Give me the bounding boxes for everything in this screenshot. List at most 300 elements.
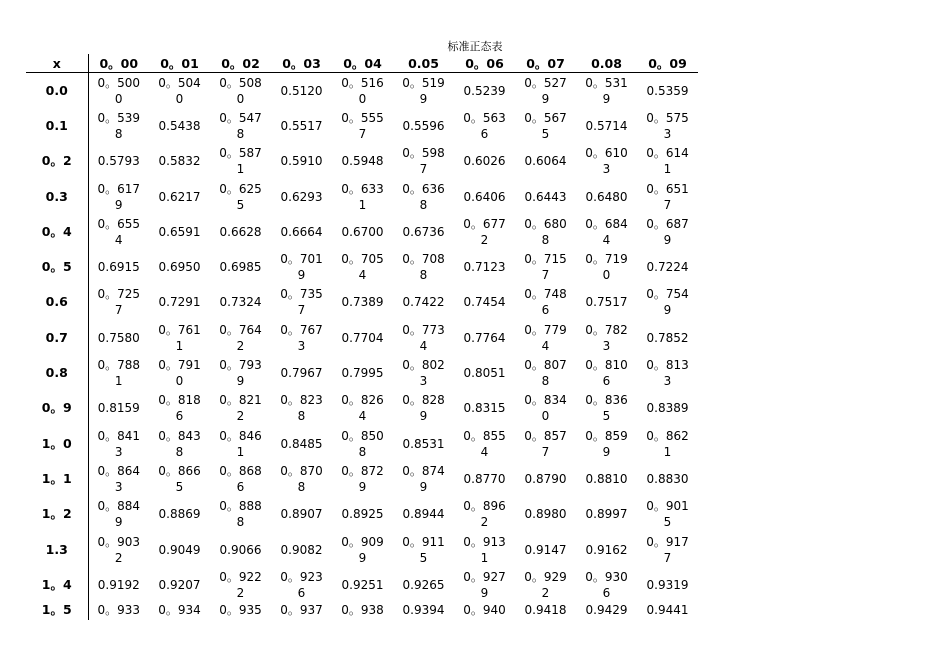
table-cell <box>454 179 515 214</box>
table-cell <box>149 285 210 320</box>
table-cell <box>271 285 332 320</box>
table-row <box>26 108 698 143</box>
table-cell <box>332 391 393 426</box>
cell-value: 0.5120 <box>280 83 323 98</box>
cell-value: 0。940 <box>463 603 506 618</box>
table-cell <box>210 108 271 143</box>
table-row <box>26 285 698 320</box>
cell-value: 0。5319 <box>585 75 628 106</box>
table-cell <box>271 426 332 461</box>
row-header-x: 0。9 <box>26 391 88 426</box>
table-cell <box>637 108 698 143</box>
table-cell <box>515 532 576 567</box>
cell-value: 0。8413 <box>97 428 141 459</box>
cell-value: 0。6844 <box>585 216 628 247</box>
cell-value: 0.6736 <box>402 224 445 239</box>
cell-value: 0.9082 <box>280 542 323 557</box>
table-cell <box>271 249 332 284</box>
row-header-x: 1.3 <box>26 532 88 567</box>
table-cell <box>88 567 149 602</box>
column-header-x: x <box>26 54 88 73</box>
cell-value: 0.9147 <box>524 542 567 557</box>
table-cell <box>576 461 637 496</box>
row-header-x: 0.0 <box>26 73 88 109</box>
table-cell <box>515 320 576 355</box>
table-cell <box>515 567 576 602</box>
cell-value: 0.7580 <box>97 330 140 345</box>
table-cell <box>454 532 515 567</box>
table-cell <box>637 461 698 496</box>
table-cell <box>393 108 454 143</box>
cell-value: 0。9099 <box>341 534 384 565</box>
table-cell <box>454 426 515 461</box>
table-cell <box>149 214 210 249</box>
table-cell <box>576 391 637 426</box>
cell-value: 0.7224 <box>646 260 689 275</box>
table-cell <box>454 214 515 249</box>
cell-value: 0。8554 <box>463 428 506 459</box>
cell-value: 0.5517 <box>280 118 323 133</box>
cell-value: 0。5040 <box>158 75 201 106</box>
column-header: 0.05 <box>393 54 454 73</box>
cell-value: 0。8962 <box>463 499 506 530</box>
table-cell <box>88 320 149 355</box>
table-cell <box>88 355 149 390</box>
table-cell <box>454 144 515 179</box>
cell-value: 0.8907 <box>280 507 323 522</box>
table-cell <box>637 285 698 320</box>
cell-value: 0.6443 <box>524 189 567 204</box>
cell-value: 0.5714 <box>585 118 628 133</box>
table-cell <box>88 391 149 426</box>
cell-value: 0.9394 <box>402 603 445 618</box>
cell-value: 0。7611 <box>158 322 201 353</box>
table-cell <box>149 497 210 532</box>
table-cell <box>88 285 149 320</box>
table-cell <box>332 285 393 320</box>
table-cell <box>88 532 149 567</box>
table-cell <box>515 108 576 143</box>
table-cell <box>88 179 149 214</box>
cell-value: 0。7673 <box>280 322 323 353</box>
table-cell <box>88 461 149 496</box>
cell-value: 0。5080 <box>219 75 262 106</box>
table-cell <box>576 497 637 532</box>
cell-value: 0。8686 <box>219 463 262 494</box>
cell-value: 0.7704 <box>341 330 384 345</box>
table-cell <box>88 73 149 109</box>
row-header-x: 0。5 <box>26 249 88 284</box>
cell-value: 0.9441 <box>646 603 689 618</box>
cell-value: 0。7486 <box>524 287 567 318</box>
cell-value: 0.8159 <box>97 401 140 416</box>
table-cell <box>88 214 149 249</box>
cell-value: 0.8810 <box>585 471 628 486</box>
cell-value: 0。8078 <box>524 358 567 389</box>
cell-value: 0.9418 <box>524 603 567 618</box>
cell-value: 0.5948 <box>341 154 384 169</box>
cell-value: 0。7642 <box>219 322 262 353</box>
table-cell <box>88 108 149 143</box>
cell-value: 0。5199 <box>402 75 445 106</box>
table-cell <box>393 497 454 532</box>
table-cell <box>637 532 698 567</box>
table-cell <box>271 73 332 109</box>
cell-value: 0.7764 <box>463 330 506 345</box>
cell-value: 0。8729 <box>341 463 384 494</box>
cell-value: 0。8621 <box>646 428 689 459</box>
table-cell <box>332 426 393 461</box>
row-header-x: 1。1 <box>26 461 88 496</box>
table-cell <box>454 497 515 532</box>
table-cell <box>332 214 393 249</box>
cell-value: 0。7054 <box>341 252 384 283</box>
cell-value: 0.8944 <box>402 507 445 522</box>
table-cell <box>454 355 515 390</box>
cell-value: 0。7019 <box>280 252 323 283</box>
cell-value: 0.8997 <box>585 507 628 522</box>
row-header-x: 0.6 <box>26 285 88 320</box>
table-row <box>26 532 698 567</box>
cell-value: 0。9115 <box>402 534 445 565</box>
cell-value: 0。5478 <box>219 110 262 141</box>
row-header-x: 0.8 <box>26 355 88 390</box>
table-cell <box>454 602 515 620</box>
cell-value: 0.8389 <box>646 401 689 416</box>
cell-value: 0。8133 <box>646 358 689 389</box>
cell-value: 0。935 <box>219 603 262 618</box>
cell-value: 0。8186 <box>158 393 201 424</box>
table-row <box>26 355 698 390</box>
row-header-x: 0。4 <box>26 214 88 249</box>
cell-value: 0.7123 <box>463 260 506 275</box>
table-cell <box>637 73 698 109</box>
row-header-x: 1。5 <box>26 602 88 620</box>
table-cell <box>454 108 515 143</box>
table-cell <box>515 426 576 461</box>
cell-value: 0。6179 <box>97 181 141 212</box>
cell-value: 0。6141 <box>646 146 689 177</box>
table-cell <box>210 320 271 355</box>
table-cell <box>576 567 637 602</box>
cell-value: 0。5636 <box>463 110 506 141</box>
cell-value: 0。9015 <box>646 499 689 530</box>
cell-value: 0。8365 <box>585 393 628 424</box>
table-cell <box>454 285 515 320</box>
table-cell <box>332 144 393 179</box>
table-row <box>26 214 698 249</box>
column-header: 0。07 <box>515 54 576 73</box>
column-header: 0。01 <box>149 54 210 73</box>
table-cell <box>393 285 454 320</box>
cell-value: 0。7088 <box>402 252 445 283</box>
cell-value: 0。8438 <box>158 428 201 459</box>
table-cell <box>332 602 393 620</box>
cell-value: 0。7357 <box>280 287 323 318</box>
cell-value: 0.5793 <box>97 154 140 169</box>
cell-value: 0.8770 <box>463 471 506 486</box>
table-cell <box>332 355 393 390</box>
table-cell <box>576 144 637 179</box>
cell-value: 0。8023 <box>402 358 445 389</box>
cell-value: 0.6217 <box>158 189 201 204</box>
table-cell <box>454 320 515 355</box>
table-cell <box>515 391 576 426</box>
table-cell <box>393 532 454 567</box>
cell-value: 0。5675 <box>524 110 567 141</box>
table-cell <box>271 532 332 567</box>
cell-value: 0.8485 <box>280 436 323 451</box>
cell-value: 0。8264 <box>341 393 384 424</box>
cell-value: 0.6664 <box>280 224 323 239</box>
cell-value: 0。8238 <box>280 393 323 424</box>
cell-value: 0.7291 <box>158 295 201 310</box>
cell-value: 0.7967 <box>280 366 323 381</box>
table-cell <box>332 532 393 567</box>
cell-value: 0.8315 <box>463 401 506 416</box>
cell-value: 0。7734 <box>402 322 445 353</box>
table-cell <box>393 355 454 390</box>
table-cell <box>210 355 271 390</box>
cell-value: 0。5871 <box>219 146 262 177</box>
table-row <box>26 73 698 109</box>
table-cell <box>271 214 332 249</box>
table-cell <box>88 144 149 179</box>
cell-value: 0.6480 <box>585 189 628 204</box>
cell-value: 0。8599 <box>585 428 628 459</box>
table-row <box>26 391 698 426</box>
table-cell <box>576 285 637 320</box>
table-cell <box>576 179 637 214</box>
cell-value: 0。8849 <box>97 499 141 530</box>
cell-value: 0。8749 <box>402 463 445 494</box>
row-header-x: 1。0 <box>26 426 88 461</box>
table-cell <box>88 426 149 461</box>
cell-value: 0。8577 <box>524 428 567 459</box>
table-cell <box>88 497 149 532</box>
table-cell <box>271 461 332 496</box>
table-cell <box>210 73 271 109</box>
cell-value: 0。7794 <box>524 322 567 353</box>
cell-value: 0。9279 <box>463 569 506 600</box>
table-row <box>26 602 698 620</box>
cell-value: 0。5398 <box>97 110 141 141</box>
cell-value: 0.7995 <box>341 366 384 381</box>
cell-value: 0.6950 <box>158 260 201 275</box>
cell-value: 0。933 <box>97 603 141 618</box>
table-cell <box>332 249 393 284</box>
table-cell <box>637 602 698 620</box>
table-cell <box>576 249 637 284</box>
cell-value: 0.5438 <box>158 118 201 133</box>
cell-value: 0。5987 <box>402 146 445 177</box>
table-cell <box>149 73 210 109</box>
cell-value: 0。9177 <box>646 534 689 565</box>
table-cell <box>637 214 698 249</box>
table-cell <box>515 73 576 109</box>
cell-value: 0.6628 <box>219 224 262 239</box>
cell-value: 0.6591 <box>158 224 201 239</box>
cell-value: 0。9306 <box>585 569 628 600</box>
cell-value: 0。938 <box>341 603 384 618</box>
table-cell <box>454 73 515 109</box>
table-cell <box>515 179 576 214</box>
table-cell <box>637 144 698 179</box>
cell-value: 0。8106 <box>585 358 628 389</box>
cell-value: 0。7157 <box>524 252 567 283</box>
table-cell <box>515 461 576 496</box>
cell-value: 0.6406 <box>463 189 506 204</box>
column-header: 0.08 <box>576 54 637 73</box>
cell-value: 0.8980 <box>524 507 567 522</box>
cell-value: 0.8051 <box>463 366 506 381</box>
table-cell <box>271 602 332 620</box>
table-row <box>26 320 698 355</box>
table-cell <box>149 602 210 620</box>
table-cell <box>515 144 576 179</box>
cell-value: 0。8461 <box>219 428 262 459</box>
table-cell <box>454 567 515 602</box>
table-cell <box>332 179 393 214</box>
table-cell <box>637 567 698 602</box>
table-cell <box>149 144 210 179</box>
table-cell <box>515 214 576 249</box>
column-header: 0。00 <box>88 54 149 73</box>
column-header: 0。04 <box>332 54 393 73</box>
table-title: 标准正态表 <box>447 40 503 53</box>
cell-value: 0.6026 <box>463 154 506 169</box>
cell-value: 0。6517 <box>646 181 689 212</box>
cell-value: 0。8289 <box>402 393 445 424</box>
table-cell <box>637 391 698 426</box>
cell-value: 0.6700 <box>341 224 384 239</box>
cell-value: 0.8790 <box>524 471 567 486</box>
cell-value: 0。6808 <box>524 216 567 247</box>
table-cell <box>393 320 454 355</box>
table-cell <box>576 426 637 461</box>
table-cell <box>637 179 698 214</box>
cell-value: 0。7823 <box>585 322 628 353</box>
column-header: 0。06 <box>454 54 515 73</box>
cell-value: 0。6879 <box>646 216 689 247</box>
table-row <box>26 426 698 461</box>
cell-value: 0。7257 <box>97 287 141 318</box>
column-header: 0。09 <box>637 54 698 73</box>
cell-value: 0。8212 <box>219 393 262 424</box>
cell-value: 0。9032 <box>97 534 141 565</box>
cell-value: 0.7422 <box>402 295 445 310</box>
cell-value: 0.6915 <box>97 260 140 275</box>
table-cell <box>515 602 576 620</box>
table-cell <box>149 355 210 390</box>
table-cell <box>393 391 454 426</box>
row-header-x: 0.7 <box>26 320 88 355</box>
table-cell <box>637 355 698 390</box>
cell-value: 0。6331 <box>341 181 384 212</box>
cell-value: 0.9265 <box>402 577 445 592</box>
cell-value: 0。6772 <box>463 216 506 247</box>
cell-value: 0。5279 <box>524 75 567 106</box>
table-cell <box>515 249 576 284</box>
table-cell <box>332 497 393 532</box>
table-cell <box>393 426 454 461</box>
cell-value: 0。5753 <box>646 110 689 141</box>
table-cell <box>454 391 515 426</box>
cell-value: 0。8508 <box>341 428 384 459</box>
table-cell <box>515 355 576 390</box>
cell-value: 0。9131 <box>463 534 506 565</box>
cell-value: 0。8643 <box>97 463 141 494</box>
table-cell <box>271 144 332 179</box>
table-cell <box>210 179 271 214</box>
table-cell <box>393 461 454 496</box>
table-row <box>26 567 698 602</box>
table-cell <box>637 497 698 532</box>
table-cell <box>149 567 210 602</box>
cell-value: 0。7881 <box>97 358 141 389</box>
cell-value: 0。9292 <box>524 569 567 600</box>
table-cell <box>637 426 698 461</box>
cell-value: 0.5832 <box>158 154 201 169</box>
cell-value: 0.9049 <box>158 542 201 557</box>
table-cell <box>210 497 271 532</box>
row-header-x: 0.3 <box>26 179 88 214</box>
table-cell <box>515 497 576 532</box>
cell-value: 0.9319 <box>646 577 689 592</box>
table-cell <box>637 320 698 355</box>
table-cell <box>393 214 454 249</box>
cell-value: 0.9066 <box>219 542 262 557</box>
table-cell <box>210 249 271 284</box>
table-cell <box>576 108 637 143</box>
table-cell <box>576 214 637 249</box>
table-cell <box>210 144 271 179</box>
cell-value: 0.7454 <box>463 295 506 310</box>
table-row <box>26 179 698 214</box>
cell-value: 0。7910 <box>158 358 201 389</box>
table-cell <box>149 461 210 496</box>
table-cell <box>393 249 454 284</box>
cell-value: 0。8665 <box>158 463 201 494</box>
cell-value: 0.9207 <box>158 577 201 592</box>
table-cell <box>271 497 332 532</box>
cell-value: 0.8869 <box>158 507 201 522</box>
cell-value: 0.9251 <box>341 577 384 592</box>
cell-value: 0。937 <box>280 603 323 618</box>
cell-value: 0.7852 <box>646 330 689 345</box>
cell-value: 0。8340 <box>524 393 567 424</box>
table-cell <box>149 179 210 214</box>
table-cell <box>393 144 454 179</box>
table-cell <box>149 426 210 461</box>
table-cell <box>210 602 271 620</box>
table-cell <box>149 108 210 143</box>
table-cell <box>210 214 271 249</box>
cell-value: 0.9162 <box>585 542 628 557</box>
table-cell <box>332 73 393 109</box>
column-header: 0。02 <box>210 54 271 73</box>
cell-value: 0.8531 <box>402 436 445 451</box>
row-header-x: 0。2 <box>26 144 88 179</box>
cell-value: 0。6554 <box>97 216 141 247</box>
table-cell <box>332 461 393 496</box>
table-cell <box>515 285 576 320</box>
column-header: 0。03 <box>271 54 332 73</box>
table-cell <box>210 391 271 426</box>
cell-value: 0。5000 <box>97 75 141 106</box>
table-cell <box>88 249 149 284</box>
table-row <box>26 144 698 179</box>
